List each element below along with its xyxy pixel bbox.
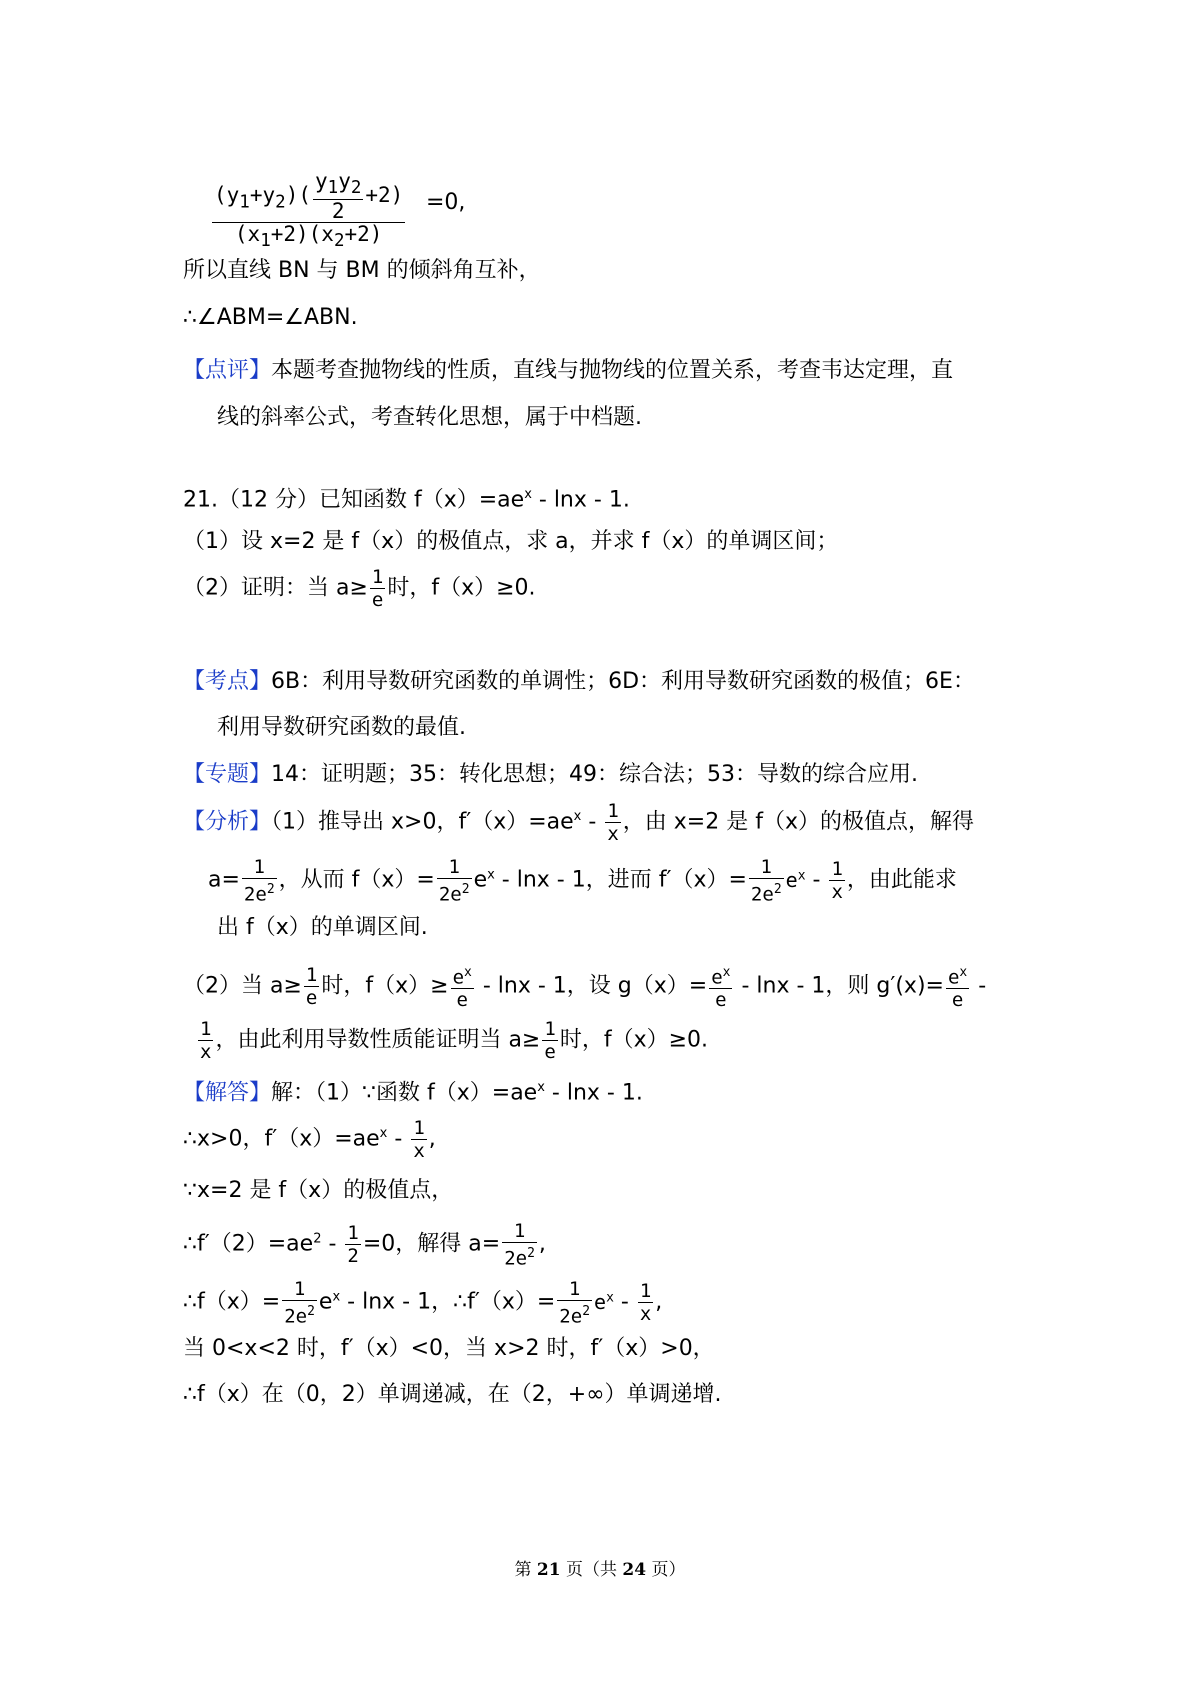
intro-fraction-formula (212, 170, 405, 252)
fenxi-line-3: 出 f（x）的单调区间. (217, 915, 428, 940)
jieda-line-1: 【解答】解：（1）∵函数 $f(x)=ae^x - \ln x - 1$. (183, 1080, 643, 1106)
intro-fraction-numerator: $(y_1+y_2)$( $\frac{y_1y_2}{2}$ +2) (214, 169, 404, 224)
jieda-line-6: 当 0<x<2 时，f′（x）<0，当 x>2 时，f′（x）>0， (183, 1336, 715, 1361)
review-tag: 【点评】 (183, 358, 272, 383)
zhuanti-line: 【专题】14：证明题；35：转化思想；49：综合法；53：导数的综合应用. (183, 762, 918, 787)
intro-line-1: 所以直线 BN 与 BM 的倾斜角互补， (183, 258, 541, 283)
page-footer: 第 21 页（共 24 页） (514, 1560, 686, 1580)
intro-fraction-denominator: $(x_1+2)(x_2+2)$ (234, 222, 383, 252)
fenxi-line-5: $\frac{1}{x}$ ，由此利用导数性质能证明当 a≥ $\frac{1}{e}$ 时，f（x）≥0. (200, 1018, 709, 1063)
jieda-line-5: ∴f（x）= $\frac{1}{2e^2}$ $e^x$ - lnx - 1，∴f′（x）= $\frac{1}{2e^2}$ $e^x$ - $\frac{1}{x}$ , (183, 1278, 663, 1328)
jieda-line-4: $\therefore f'(2)=ae^2$ - $\frac{1}{2}$ =0，解得 a= $\frac{1}{2e^2}$ , (183, 1220, 546, 1270)
zhuanti-tag: 【专题】 (183, 762, 272, 787)
fenxi-line-4: （2）当 a≥ $\frac{1}{e}$ 时，f（x）≥ $\frac{e^x}{e}$ - lnx - 1，设 g（x）= $\frac{e^x}{e}$ - lnx - 1，则 g′(x)= $\frac{e^x}{e}$ - (183, 962, 986, 1011)
jieda-tag: 【解答】 (183, 1080, 272, 1106)
fenxi-line-1: 【分析】（1）推导出 x>0，$f'(x)=ae^x$ - $\frac{1}{x}$ ，由 x=2 是 f（x）的极值点，解得 (183, 800, 974, 845)
problem-part-1: （1）设 x=2 是 f（x）的极值点，求 a，并求 f（x）的单调区间； (183, 529, 839, 554)
jieda-line-2: ∴x>0，$f'(x)=ae^x$ - $\frac{1}{x}$ , (183, 1117, 436, 1162)
intro-formula-result: =0, (426, 190, 466, 215)
intro-line-2: ∴∠ABM=∠ABN. (183, 305, 358, 330)
kaodian-tag: 【考点】 (183, 669, 272, 694)
inner-fraction: $\frac{y_1y_2}{2}$ (314, 169, 362, 224)
jieda-line-3: ∵x=2 是 f（x）的极值点， (183, 1178, 454, 1203)
review-line-1: 【点评】本题考查抛物线的性质，直线与抛物线的位置关系，考查韦达定理，直 (183, 358, 954, 383)
problem-part-2: （2）证明：当 a≥ $\frac{1}{e}$ 时，f（x）≥0. (183, 566, 536, 611)
page-total: 24 (622, 1560, 647, 1580)
jieda-line-7: ∴f（x）在（0，2）单调递减，在（2，+∞）单调递增. (183, 1382, 722, 1407)
fenxi-line-2: a= $\frac{1}{2e^2}$ ，从而 f（x）= $\frac{1}{2e^2}$ $e^x$ - lnx - 1，进而 f′（x）= $\frac{1}{2e^2}$ $e^x$ - $\frac{1}{x}$ ，由此能求 (208, 856, 957, 906)
review-line-2: 线的斜率公式，考查转化思想，属于中档题. (217, 405, 642, 430)
kaodian-line-2: 利用导数研究函数的最值. (217, 715, 466, 740)
page-number: 21 (536, 1560, 561, 1580)
problem-header: 21.（12 分）已知函数 $f(x)=ae^x - \ln x - 1$. (183, 487, 630, 513)
kaodian-line-1: 【考点】6B：利用导数研究函数的单调性；6D：利用导数研究函数的极值；6E： (183, 669, 975, 694)
fenxi-tag: 【分析】 (183, 809, 272, 835)
